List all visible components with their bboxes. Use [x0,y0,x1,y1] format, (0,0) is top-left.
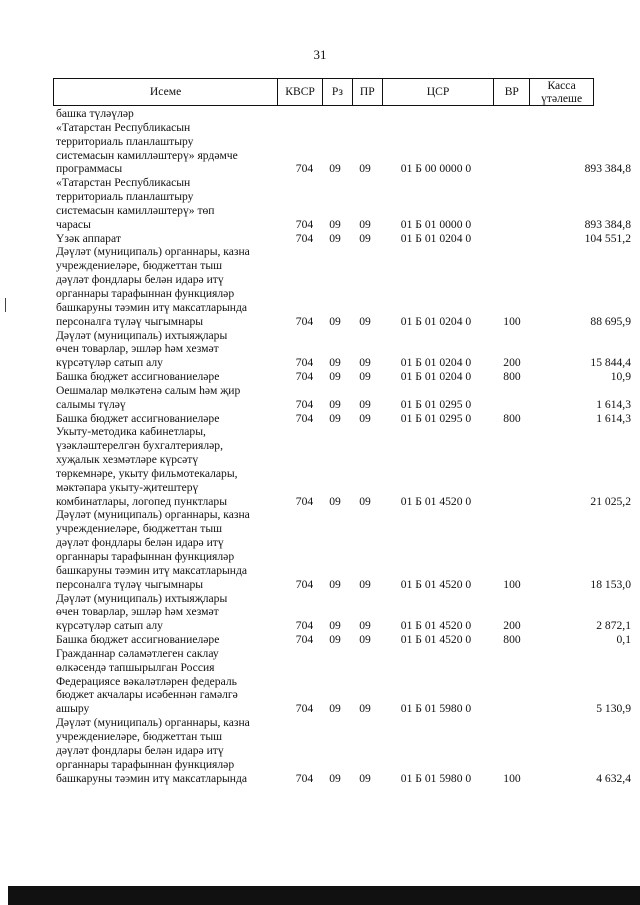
cell-kassa: 15 844,4 [590,356,631,370]
cell-rz: 09 [329,231,341,245]
cell-name-line: территориаль планлаштыру [56,134,194,148]
cell-rz: 09 [329,217,341,231]
cell-name-line: органнары тарафыннан функцияләр [56,757,235,771]
table-row [56,107,631,121]
margin-mark [5,298,6,312]
cell-rz: 09 [329,771,341,785]
table-row [56,176,631,231]
header-name: Исеме [54,79,278,105]
cell-kassa: 4 632,4 [596,771,631,785]
cell-name [56,232,269,246]
cell-name-line: Башка бюджет ассигнованиеләре [56,633,220,647]
cell-vr [492,647,532,716]
cell-name-line: башкаруны тәэмин итү максатларында [56,563,248,577]
cell-name [56,370,269,384]
cell-csr: 01 Б 01 4520 0 [400,633,472,647]
cell-kvsr: 704 [295,397,314,411]
cell-kassa: 893 384,8 [584,162,631,176]
header-rz: Рз [323,79,353,105]
cell-name-line: күрсәтүләр сатып алу [56,356,163,370]
cell-kvsr: 704 [295,217,314,231]
cell-kassa: 1 614,3 [596,411,631,425]
cell-name-line: Башка бюджет ассигнованиеләре [56,370,220,384]
cell-pr: 09 [359,619,371,633]
cell-rz: 09 [329,314,341,328]
cell-name-line: үзәкләштерелгән бухгалтерияләр, [56,439,223,453]
cell-name-line: салымы түләү [56,397,126,411]
cell-csr: 01 Б 01 0295 0 [400,397,472,411]
cell-name-line: Дәүләт (муниципаль) органнары, казна [56,716,250,730]
cell-name [56,245,269,328]
cell-name-line: органнары тарафыннан функцияләр [56,286,235,300]
table-row [56,384,631,412]
cell-name [56,384,269,412]
table-row [56,633,631,647]
cell-rz: 09 [329,702,341,716]
cell-name-line: башкаруны тәэмин итү максатларында [56,771,248,785]
cell-rz: 09 [329,356,341,370]
cell-name-line: Федерациясе вәкаләтләрен федераль [56,674,237,688]
cell-name [56,107,269,121]
cell-csr: 01 Б 01 4520 0 [400,577,472,591]
cell-kassa: 21 025,2 [590,494,631,508]
cell-kvsr: 704 [295,633,314,647]
cell-kvsr: 704 [295,162,314,176]
cell-name-line: Укыту-методика кабинетлары, [56,425,206,439]
header-kvsr: КВСР [278,79,323,105]
cell-kassa: 2 872,1 [596,619,631,633]
cell-rz: 09 [329,619,341,633]
cell-name-line: чарасы [56,217,91,231]
cell-csr [380,107,492,121]
cell-csr: 01 Б 01 5980 0 [400,702,472,716]
cell-vr [492,176,532,231]
cell-name [56,647,269,716]
cell-name-line: Дәүләт (муниципаль) органнары, казна [56,245,250,259]
cell-name-line: системасын камилләштерү» ярдәмче [56,148,238,162]
cell-name-line: Дәүләт (муниципаль) органнары, казна [56,508,250,522]
cell-kvsr: 704 [295,771,314,785]
cell-name-line: «Татарстан Республикасын [56,176,191,190]
cell-name-line: өчен товарлар, эшләр һәм хезмәт [56,605,219,619]
cell-kvsr: 704 [295,577,314,591]
cell-name-line: органнары тарафыннан функцияләр [56,550,235,563]
cell-name [56,412,269,426]
cell-name [56,329,269,371]
cell-name-line: территориаль планлаштыру [56,190,194,204]
cell-csr: 01 Б 01 0295 0 [400,411,472,425]
cell-pr: 09 [359,370,371,384]
cell-rz [320,107,350,121]
cell-name-line: дәүләт фондлары белән идарә итү [56,743,224,757]
cell-kvsr: 704 [295,231,314,245]
cell-name [56,425,269,508]
cell-kassa: 5 130,9 [596,702,631,716]
cell-name-line: башка түләүләр [56,107,134,120]
table-row [56,412,631,426]
cell-kvsr: 704 [295,494,314,508]
cell-name-line: хуҗалык хезмәтләре күрсәтү [56,453,199,467]
table-row [56,121,631,176]
cell-vr: 200 [503,356,521,370]
table-row [56,508,631,591]
cell-vr: 100 [503,577,521,591]
cell-rz: 09 [329,397,341,411]
cell-pr: 09 [359,217,371,231]
cell-vr [492,425,532,508]
cell-name-line: учреждениеләре, бюджеттан тыш [56,522,223,536]
cell-kassa: 10,9 [610,370,631,384]
cell-pr [350,107,380,121]
cell-name [56,592,269,634]
cell-pr: 09 [359,771,371,785]
cell-kvsr: 704 [295,356,314,370]
cell-kassa: 18 153,0 [590,577,631,591]
cell-kassa: 893 384,8 [584,217,631,231]
cell-kassa: 0,1 [616,633,631,647]
table-header [53,78,594,106]
cell-kassa [532,107,631,121]
cell-csr: 01 Б 01 0000 0 [400,217,472,231]
cell-csr: 01 Б 01 0204 0 [400,356,472,370]
cell-name-line: мәктәпара укыту-җитештерү [56,480,199,494]
cell-rz: 09 [329,162,341,176]
scan-edge-bar [8,886,640,905]
cell-name-line: персоналга түләү чыгымнары [56,314,204,328]
cell-csr: 01 Б 01 4520 0 [400,494,472,508]
table-row [56,329,631,371]
cell-name-line: башкаруны тәэмин итү максатларында [56,300,248,314]
cell-rz: 09 [329,494,341,508]
cell-csr: 01 Б 01 0204 0 [400,370,472,384]
cell-vr [492,121,532,176]
cell-name-line: Башка бюджет ассигнованиеләре [56,411,220,425]
cell-csr: 01 Б 00 0000 0 [400,162,472,176]
cell-csr: 01 Б 01 0204 0 [400,314,472,328]
cell-pr: 09 [359,356,371,370]
cell-name [56,121,269,176]
cell-kvsr: 704 [295,619,314,633]
cell-pr: 09 [359,397,371,411]
cell-rz: 09 [329,370,341,384]
cell-name-line: Дәүләт (муниципаль) ихтыяҗлары [56,328,228,342]
cell-csr: 01 Б 01 0204 0 [400,231,472,245]
cell-pr: 09 [359,577,371,591]
cell-pr: 09 [359,162,371,176]
cell-name-line: Үзәк аппарат [56,231,121,245]
cell-rz: 09 [329,633,341,647]
table-row [56,245,631,328]
header-pr: ПР [353,79,383,105]
cell-kvsr: 704 [295,314,314,328]
cell-vr [492,107,532,121]
cell-name [56,633,269,647]
cell-kvsr [269,107,320,121]
cell-kvsr: 704 [295,702,314,716]
cell-name-line: «Татарстан Республикасын [56,120,191,134]
cell-name-line: күрсәтүләр сатып алу [56,619,163,633]
cell-rz: 09 [329,577,341,591]
cell-name-line: өчен товарлар, эшләр һәм хезмәт [56,342,219,356]
cell-name-line: программасы [56,162,123,176]
cell-name-line: дәүләт фондлары белән идарә итү [56,536,224,550]
table-row [56,425,631,508]
table-body [56,107,631,785]
cell-name-line: Гражданнар сәламәтлеген саклау [56,646,219,660]
cell-vr [492,384,532,412]
table-row [56,232,631,246]
cell-name-line: комбинатлары, логопед пунктлары [56,494,228,508]
cell-name-line: системасын камилләштерү» төп [56,203,215,217]
cell-vr: 100 [503,314,521,328]
cell-kassa: 104 551,2 [584,231,631,245]
cell-vr: 200 [503,619,521,633]
header-kassa: Касса үтәлеше [541,78,583,105]
cell-name-line: учреждениеләре, бюджеттан тыш [56,259,223,273]
cell-kvsr: 704 [295,370,314,384]
cell-kassa: 88 695,9 [590,314,631,328]
cell-csr: 01 Б 01 4520 0 [400,619,472,633]
cell-rz: 09 [329,411,341,425]
cell-name-line: Оешмалар мөлкәтенә салым һәм җир [56,383,241,397]
cell-name [56,176,269,231]
header-csr: ЦСР [383,79,495,105]
header-vr: ВР [494,79,530,105]
cell-pr: 09 [359,702,371,716]
cell-vr: 800 [503,633,521,647]
cell-name [56,716,269,785]
page-number: 31 [313,47,327,62]
cell-pr: 09 [359,494,371,508]
cell-name [56,508,269,591]
cell-name-line: персоналга түләү чыгымнары [56,577,204,591]
cell-name-line: учреждениеләре, бюджеттан тыш [56,729,223,743]
cell-pr: 09 [359,633,371,647]
cell-kvsr: 704 [295,411,314,425]
cell-pr: 09 [359,314,371,328]
cell-kassa: 1 614,3 [596,397,631,411]
cell-name-line: өлкәсендә тапшырылган Россия [56,660,215,674]
table-row [56,592,631,634]
cell-name-line: Дәүләт (муниципаль) ихтыяҗлары [56,591,228,605]
cell-name-line: дәүләт фондлары белән идарә итү [56,273,224,287]
cell-name-line: төркемнәре, укыту фильмотекалары, [56,466,238,480]
cell-vr: 800 [503,370,521,384]
cell-name-line: ашыру [56,702,90,716]
cell-vr: 800 [503,411,521,425]
table-row [56,716,631,785]
cell-name-line: бюджет акчалары исәбеннән гамәлгә [56,688,238,702]
cell-pr: 09 [359,411,371,425]
cell-vr [492,232,532,246]
table-row [56,647,631,716]
cell-csr: 01 Б 01 5980 0 [400,771,472,785]
cell-vr: 100 [503,771,521,785]
cell-pr: 09 [359,231,371,245]
table-row [56,370,631,384]
